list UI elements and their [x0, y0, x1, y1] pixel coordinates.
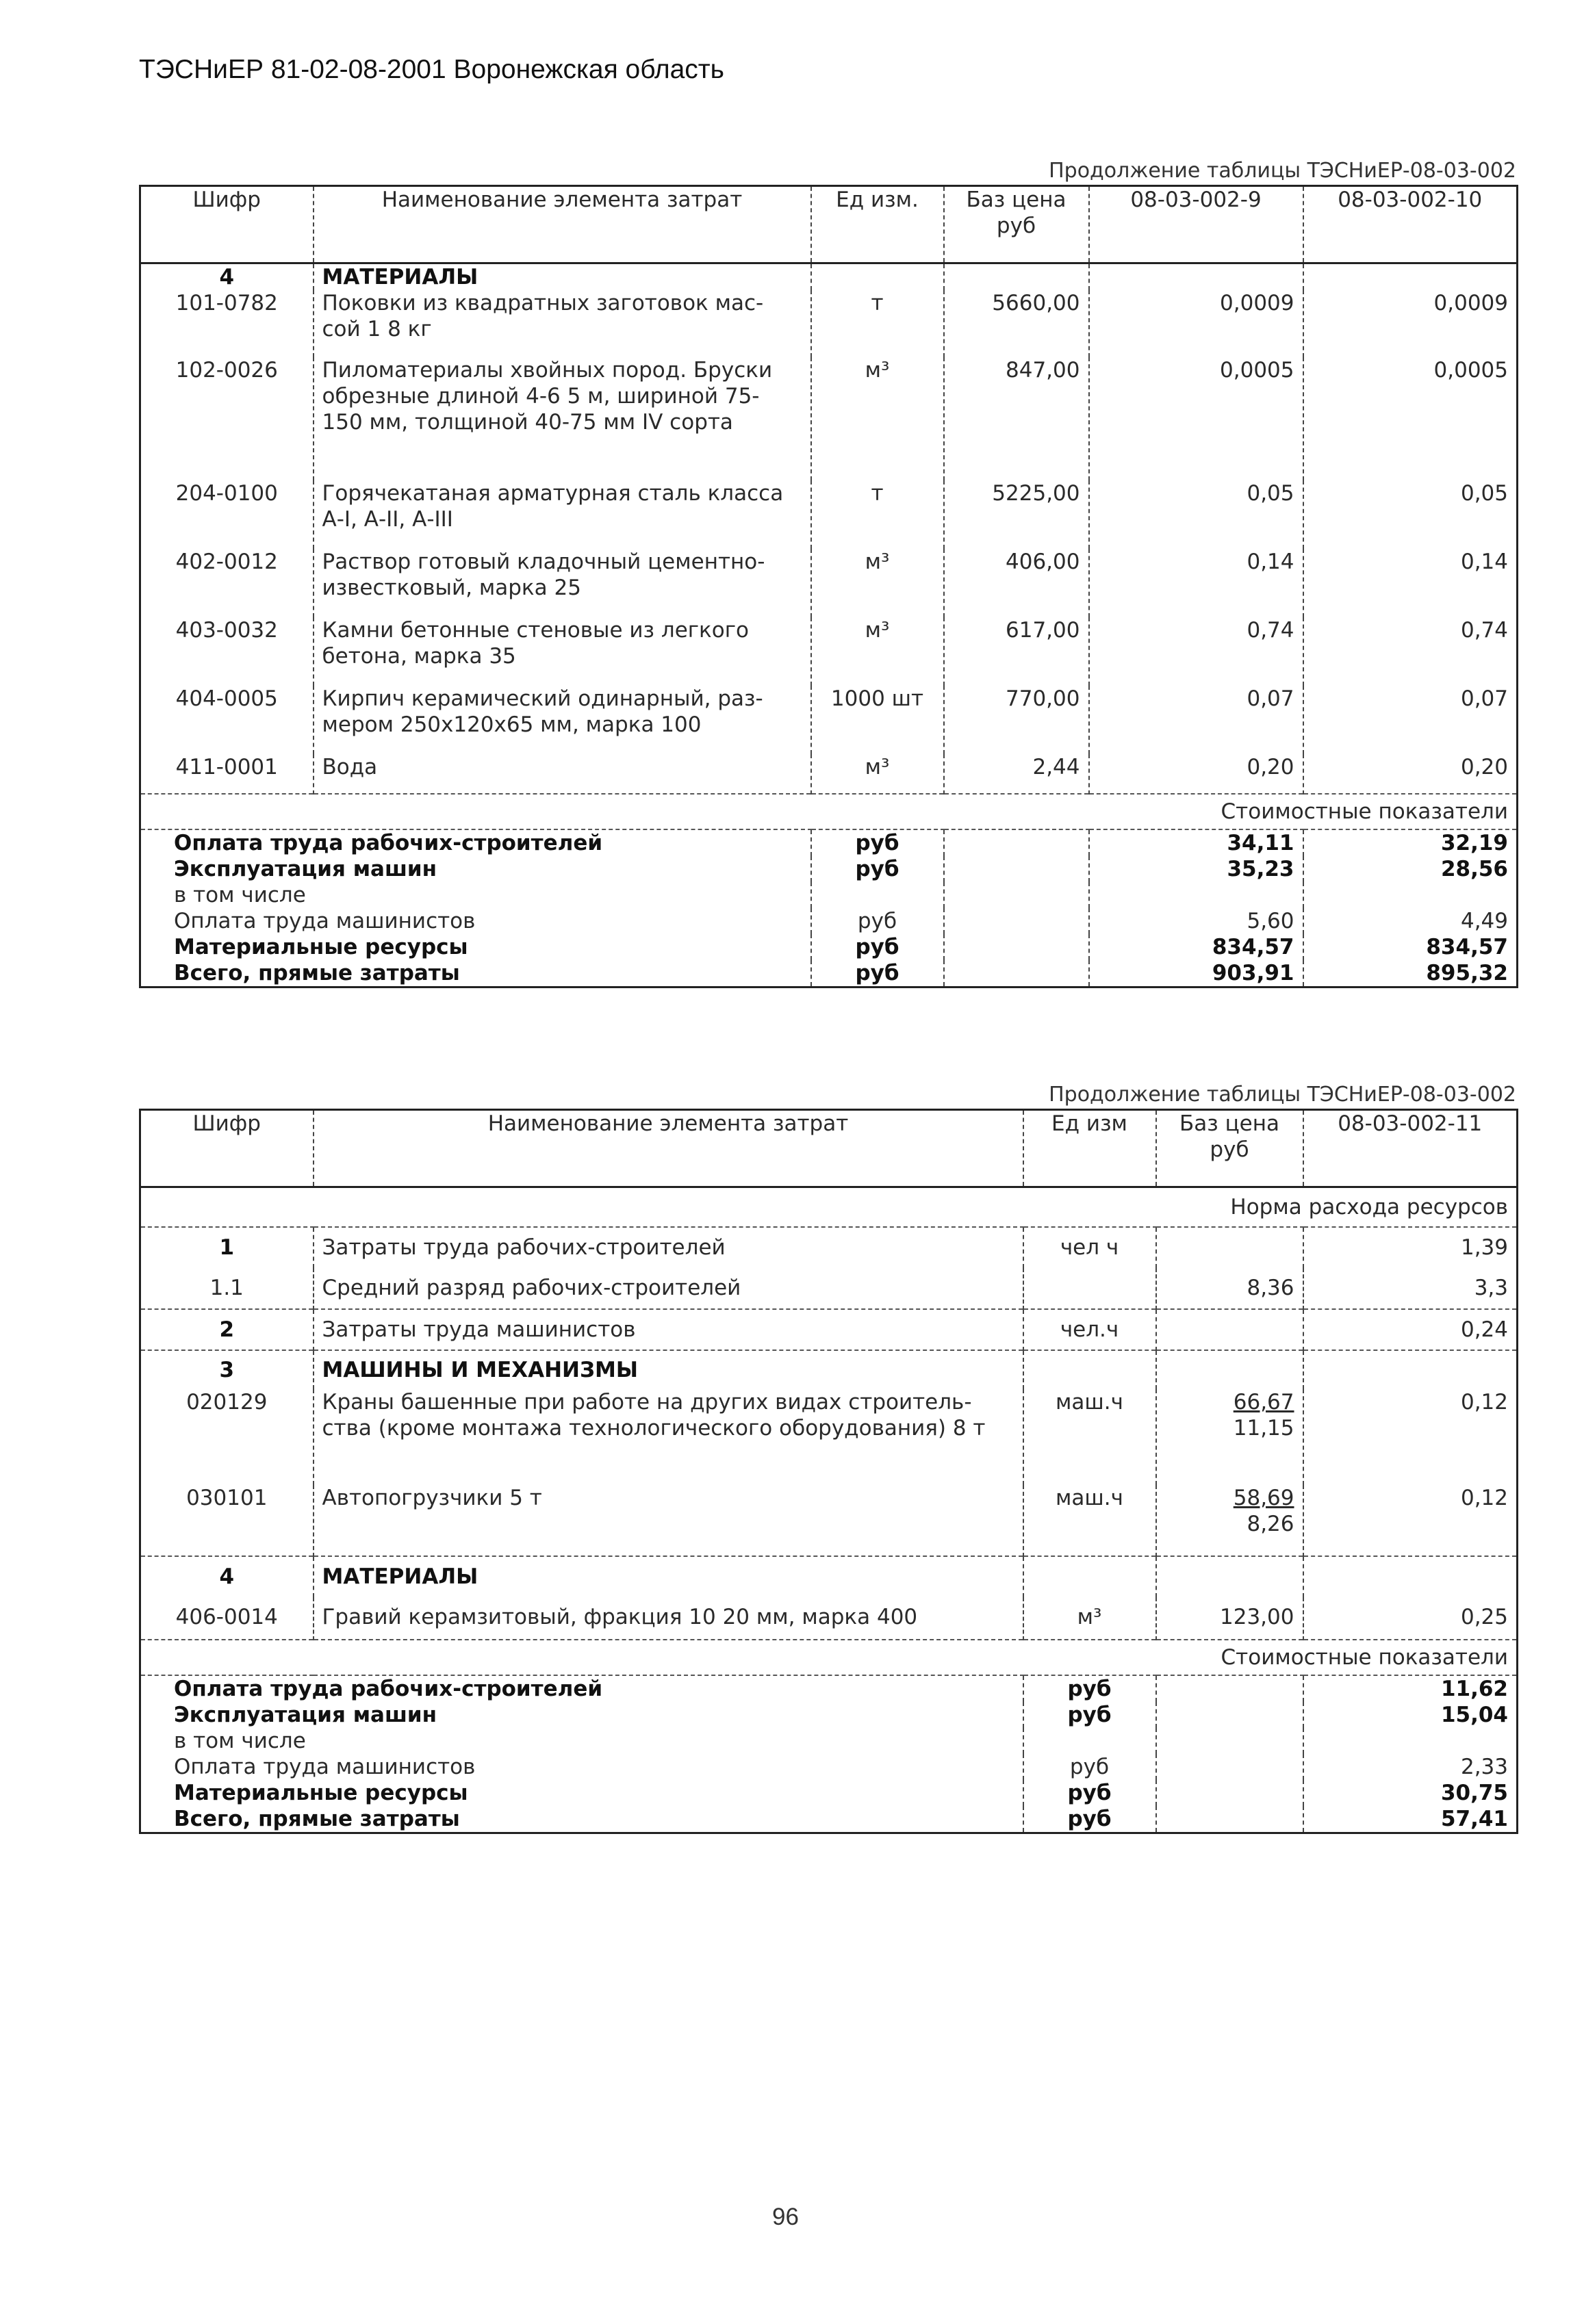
section-title: МАТЕРИАЛЫ — [314, 263, 811, 291]
section-number: 4 — [219, 265, 235, 289]
table-row — [140, 686, 1518, 754]
table-row — [140, 1227, 1518, 1268]
section-row — [140, 1556, 1518, 1597]
summary-v2: 28,56 — [1303, 856, 1518, 882]
summary-row — [140, 960, 1518, 987]
row-unit: м³ — [811, 549, 944, 617]
row-price: 5660,00 — [944, 290, 1089, 357]
row-unit: маш.ч — [1023, 1389, 1156, 1485]
summary-row — [140, 1780, 1518, 1806]
row-v1: 0,74 — [1089, 617, 1303, 686]
summary-unit: руб — [1023, 1806, 1156, 1833]
table-row — [140, 1309, 1518, 1350]
col-header-name: Наименование элемента затрат — [314, 1110, 1023, 1187]
summary-name: Оплата труда машинистов — [174, 909, 476, 933]
row-price: 66,67 11,15 — [1156, 1389, 1303, 1485]
row-price: 770,00 — [944, 686, 1089, 754]
section-number: 4 — [140, 1556, 314, 1597]
row-v2: 0,0005 — [1303, 357, 1518, 480]
summary-unit: руб — [1023, 1675, 1156, 1702]
summary-unit: руб — [811, 829, 944, 856]
col-header-v1: 08-03-002-9 — [1089, 186, 1303, 263]
row-v1: 0,07 — [1089, 686, 1303, 754]
summary-v2: 834,57 — [1303, 934, 1518, 960]
cost-caption-row — [140, 794, 1518, 829]
col-header-unit: Ед изм — [1023, 1110, 1156, 1187]
row-v1: 0,0009 — [1089, 290, 1303, 357]
row-value: 0,25 — [1303, 1597, 1518, 1640]
page-number: 96 — [772, 2204, 799, 2230]
row-name: Раствор готовый кладочный цементно- известковый, марка 25 — [314, 549, 811, 617]
row-name: Поковки из квадратных заготовок мас- сой 1 8 кг — [314, 290, 811, 357]
row-name: Затраты труда машинистов — [314, 1309, 1023, 1350]
col-header-unit: Ед изм. — [811, 186, 944, 263]
row-v2: 0,07 — [1303, 686, 1518, 754]
summary-row — [140, 1702, 1518, 1728]
summary-unit: руб — [811, 856, 944, 882]
summary-v2: 895,32 — [1303, 960, 1518, 987]
row-name: Затраты труда рабочих-строителей — [314, 1227, 1023, 1268]
row-v2: 0,14 — [1303, 549, 1518, 617]
table-row — [140, 1597, 1518, 1640]
summary-name: в том числе — [174, 883, 306, 907]
cost-caption: Стоимостные показатели — [140, 1640, 1518, 1675]
row-unit: маш.ч — [1023, 1485, 1156, 1556]
row-price: 58,69 8,26 — [1156, 1485, 1303, 1556]
row-code: 102-0026 — [175, 358, 278, 383]
row-unit: м³ — [811, 357, 944, 480]
row-value: 0,12 — [1303, 1389, 1518, 1485]
row-price — [1156, 1309, 1303, 1350]
summary-name: в том числе — [174, 1729, 306, 1753]
table1-header-row — [140, 186, 1518, 263]
table2-header-row — [140, 1110, 1518, 1187]
summary-unit: руб — [811, 934, 944, 960]
summary-v1: 5,60 — [1089, 908, 1303, 934]
summary-v2: 4,49 — [1303, 908, 1518, 934]
row-code: 2 — [140, 1309, 314, 1350]
page-header: ТЭСНиЕР 81-02-08-2001 Воронежская область — [139, 55, 724, 84]
summary-name: Оплата труда машинистов — [174, 1755, 476, 1779]
row-code: 404-0005 — [175, 686, 278, 711]
summary-name: Всего, прямые затраты — [174, 961, 460, 985]
summary-name: Эксплуатация машин — [174, 857, 437, 881]
row-name: Автопогрузчики 5 т — [314, 1485, 1023, 1556]
section-row — [140, 1350, 1518, 1389]
row-name: Краны башенные при работе на других видах строитель- ства (кроме монтажа технологического оборудования) 8 т — [314, 1389, 1023, 1485]
summary-value: 11,62 — [1303, 1675, 1518, 1702]
row-unit: т — [811, 290, 944, 357]
row-name: Камни бетонные стеновые из легкого бетона, марка 35 — [314, 617, 811, 686]
row-code: 402-0012 — [175, 550, 278, 574]
row-v2: 0,74 — [1303, 617, 1518, 686]
summary-name: Эксплуатация машин — [174, 1703, 437, 1727]
table-row — [140, 754, 1518, 794]
row-v1: 0,14 — [1089, 549, 1303, 617]
norm-caption-row — [140, 1187, 1518, 1228]
row-price: 123,00 — [1156, 1597, 1303, 1640]
row-name: Горячекатаная арматурная сталь класса А-I, А-II, А-III — [314, 480, 811, 549]
row-name: Средний разряд рабочих-строителей — [314, 1268, 1023, 1309]
row-code: 204-0100 — [175, 481, 278, 506]
section-title: МАТЕРИАЛЫ — [314, 1556, 1023, 1597]
summary-value: 57,41 — [1303, 1806, 1518, 1833]
row-code: 411-0001 — [175, 755, 278, 779]
row-value: 0,24 — [1303, 1309, 1518, 1350]
summary-v1: 34,11 — [1089, 829, 1303, 856]
row-v1: 0,05 — [1089, 480, 1303, 549]
summary-v1: 35,23 — [1089, 856, 1303, 882]
summary-row — [140, 829, 1518, 856]
row-code: 020129 — [186, 1390, 268, 1415]
summary-unit: руб — [1023, 1702, 1156, 1728]
row-value: 1,39 — [1303, 1227, 1518, 1268]
row-price: 847,00 — [944, 357, 1089, 480]
row-v1: 0,0005 — [1089, 357, 1303, 480]
row-v1: 0,20 — [1089, 754, 1303, 794]
summary-name: Оплата труда рабочих-строителей — [140, 1675, 1023, 1702]
row-value: 3,3 — [1303, 1268, 1518, 1309]
summary-v2: 32,19 — [1303, 829, 1518, 856]
table-row — [140, 290, 1518, 357]
row-price: 2,44 — [944, 754, 1089, 794]
row-name: Кирпич керамический одинарный, раз- мером 250х120х65 мм, марка 100 — [314, 686, 811, 754]
cost-caption: Стоимостные показатели — [140, 794, 1518, 829]
row-v2: 0,20 — [1303, 754, 1518, 794]
table2 — [139, 1109, 1518, 1834]
table2-caption: Продолжение таблицы ТЭСНиЕР-08-03-002 — [1049, 1083, 1516, 1107]
row-price: 617,00 — [944, 617, 1089, 686]
summary-row — [140, 856, 1518, 882]
row-value: 0,12 — [1303, 1485, 1518, 1556]
summary-name: Всего, прямые затраты — [174, 1807, 460, 1831]
col-header-code: Шифр — [140, 1110, 314, 1187]
row-unit: чел ч — [1023, 1227, 1156, 1268]
table-row — [140, 1268, 1518, 1309]
row-unit: 1000 шт — [811, 686, 944, 754]
table-row — [140, 617, 1518, 686]
section-number: 3 — [140, 1350, 314, 1389]
summary-name: Материальные ресурсы — [174, 935, 468, 959]
col-header-v: 08-03-002-11 — [1303, 1110, 1518, 1187]
col-header-name: Наименование элемента затрат — [314, 186, 811, 263]
row-code: 403-0032 — [175, 618, 278, 643]
row-name: Гравий керамзитовый, фракция 10 20 мм, марка 400 — [314, 1597, 1023, 1640]
table-row — [140, 357, 1518, 480]
table1-caption: Продолжение таблицы ТЭСНиЕР-08-03-002 — [1049, 159, 1516, 183]
row-code: 406-0014 — [175, 1605, 278, 1629]
row-unit: м³ — [811, 617, 944, 686]
summary-unit: руб — [1023, 1754, 1156, 1780]
row-price: 5225,00 — [944, 480, 1089, 549]
summary-value: 15,04 — [1303, 1702, 1518, 1728]
norm-caption: Норма расхода ресурсов — [1230, 1195, 1508, 1219]
summary-value: 30,75 — [1303, 1780, 1518, 1806]
section-row — [140, 263, 1518, 291]
row-price — [1156, 1227, 1303, 1268]
summary-row — [140, 1806, 1518, 1833]
row-code: 030101 — [186, 1486, 268, 1510]
summary-name: Материальные ресурсы — [174, 1781, 468, 1805]
cost-caption-row — [140, 1640, 1518, 1675]
table1 — [139, 185, 1518, 988]
col-header-price: Баз цена руб — [1156, 1110, 1303, 1187]
row-price: 406,00 — [944, 549, 1089, 617]
summary-v1: 903,91 — [1089, 960, 1303, 987]
table-row — [140, 549, 1518, 617]
summary-unit: руб — [1023, 1780, 1156, 1806]
row-code: 101-0782 — [175, 291, 278, 315]
row-name: Вода — [314, 754, 811, 794]
summary-value: 2,33 — [1303, 1754, 1518, 1780]
summary-row — [140, 934, 1518, 960]
summary-unit: руб — [811, 908, 944, 934]
row-price: 8,36 — [1156, 1268, 1303, 1309]
row-unit: м³ — [1023, 1597, 1156, 1640]
row-unit: м³ — [811, 754, 944, 794]
col-header-v2: 08-03-002-10 — [1303, 186, 1518, 263]
table-row — [140, 480, 1518, 549]
summary-row — [140, 1754, 1518, 1780]
row-v2: 0,05 — [1303, 480, 1518, 549]
section-title: МАШИНЫ И МЕХАНИЗМЫ — [314, 1350, 1023, 1389]
summary-row — [140, 1728, 1518, 1754]
summary-row — [140, 882, 1518, 908]
table-row — [140, 1389, 1518, 1485]
summary-name: Оплата труда рабочих-строителей — [140, 829, 811, 856]
table-row — [140, 1485, 1518, 1556]
col-header-price: Баз цена руб — [944, 186, 1089, 263]
summary-row — [140, 908, 1518, 934]
summary-unit: руб — [811, 960, 944, 987]
row-unit: т — [811, 480, 944, 549]
summary-row — [140, 1675, 1518, 1702]
row-name: Пиломатериалы хвойных пород. Бруски обрезные длиной 4-6 5 м, шириной 75- 150 мм, толщиной 40-75 мм IV сорта — [314, 357, 811, 480]
summary-v1: 834,57 — [1089, 934, 1303, 960]
col-header-code: Шифр — [140, 186, 314, 263]
row-unit: чел.ч — [1023, 1309, 1156, 1350]
row-v2: 0,0009 — [1303, 290, 1518, 357]
row-unit — [1023, 1268, 1156, 1309]
row-code: 1 — [140, 1227, 314, 1268]
row-code: 1.1 — [209, 1276, 244, 1300]
